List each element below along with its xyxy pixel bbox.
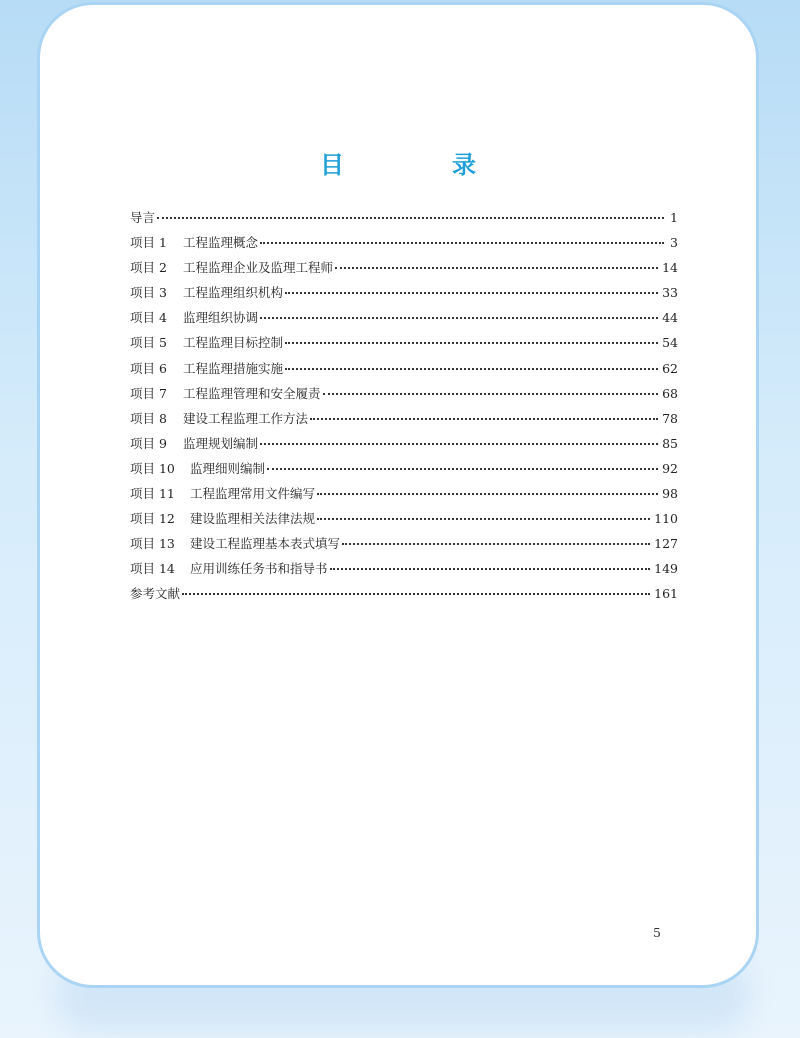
- toc-entry-label: 工程监理措施实施: [183, 360, 284, 376]
- toc-entry-project-9[interactable]: [130, 431, 678, 456]
- toc-entry-number: 项目 13: [130, 536, 175, 552]
- toc-entry-project-11[interactable]: [130, 481, 678, 506]
- toc-entry-label: 工程监理常用文件编写: [190, 486, 316, 502]
- dot-leader: [267, 468, 658, 470]
- toc-entry-number: 项目 12: [130, 511, 175, 527]
- toc-entry-references[interactable]: [130, 581, 678, 606]
- toc-entry-page: 149: [654, 561, 678, 577]
- toc-entry-label: 建设监理相关法律法规: [190, 511, 316, 527]
- toc-entry-page: 44: [662, 310, 678, 326]
- toc-entry-number: 项目 9: [130, 435, 167, 451]
- toc-entry-page: 78: [662, 410, 678, 426]
- toc-entry-label: 建设工程监理基本表式填写: [190, 536, 341, 552]
- toc-entry-label: 应用训练任务书和指导书: [190, 561, 328, 577]
- dot-leader: [342, 543, 650, 545]
- toc-entry-number: 项目 1: [130, 235, 167, 251]
- toc-entry-project-5[interactable]: [130, 330, 678, 355]
- table-of-contents: [130, 205, 678, 607]
- toc-entry-page: 92: [662, 460, 678, 476]
- toc-entry-page: 62: [662, 360, 678, 376]
- toc-entry-number: 项目 5: [130, 335, 167, 351]
- page-card: [37, 2, 759, 988]
- toc-entry-project-12[interactable]: [130, 506, 678, 531]
- toc-entry-project-6[interactable]: [130, 356, 678, 381]
- toc-entry-page: 54: [662, 335, 678, 351]
- toc-entry-number: 项目 10: [130, 460, 175, 476]
- dot-leader: [285, 342, 658, 344]
- toc-entry-project-3[interactable]: [130, 280, 678, 305]
- dot-leader: [260, 242, 664, 244]
- dot-leader: [260, 443, 658, 445]
- dot-leader: [317, 493, 658, 495]
- toc-entry-number: 项目 3: [130, 285, 167, 301]
- dot-leader: [285, 368, 658, 370]
- toc-entry-project-10[interactable]: [130, 456, 678, 481]
- toc-entry-number: 项目 8: [130, 410, 167, 426]
- toc-entry-page: 68: [662, 385, 678, 401]
- toc-entry-label: 工程监理组织机构: [183, 285, 284, 301]
- dot-leader: [182, 593, 650, 595]
- toc-entry-label: 监理细则编制: [190, 460, 266, 476]
- toc-entry-label: 工程监理管理和安全履责: [183, 385, 321, 401]
- dot-leader: [330, 568, 651, 570]
- dot-leader: [317, 518, 650, 520]
- toc-entry-page: 1: [670, 210, 678, 225]
- toc-entry-label: 监理规划编制: [183, 435, 259, 451]
- toc-entry-project-8[interactable]: [130, 406, 678, 431]
- toc-entry-number: 项目 2: [130, 260, 167, 276]
- toc-entry-project-13[interactable]: [130, 531, 678, 556]
- toc-entry-label: 导言: [130, 210, 156, 225]
- dot-leader: [335, 267, 658, 269]
- toc-entry-project-14[interactable]: [130, 556, 678, 581]
- toc-entry-number: 项目 11: [130, 486, 175, 502]
- toc-entry-number: 项目 7: [130, 385, 167, 401]
- toc-entry-page: 127: [654, 536, 678, 552]
- toc-entry-label: 参考文献: [130, 586, 181, 602]
- page-title: 目 录: [320, 151, 518, 179]
- toc-entry-label: 工程监理企业及监理工程师: [183, 260, 334, 276]
- toc-entry-project-4[interactable]: [130, 305, 678, 330]
- page-number: 5: [653, 925, 661, 940]
- dot-leader: [260, 317, 658, 319]
- toc-entry-page: 98: [662, 486, 678, 502]
- toc-entry-number: 项目 4: [130, 310, 167, 326]
- toc-entry-project-1[interactable]: [130, 230, 678, 255]
- toc-entry-page: 33: [662, 285, 678, 301]
- toc-entry-number: 项目 14: [130, 561, 175, 577]
- dot-leader: [310, 418, 658, 420]
- dot-leader: [323, 393, 659, 395]
- toc-entry-page: 161: [654, 586, 678, 602]
- toc-entry-page: 14: [662, 260, 678, 276]
- toc-entry-project-7[interactable]: [130, 381, 678, 406]
- toc-entry-page: 85: [662, 435, 678, 451]
- dot-leader: [157, 217, 664, 219]
- toc-entry-label: 建设工程监理工作方法: [183, 410, 309, 426]
- toc-entry-label: 工程监理目标控制: [183, 335, 284, 351]
- toc-entry-project-2[interactable]: [130, 255, 678, 280]
- toc-entry-label: 监理组织协调: [183, 310, 259, 326]
- toc-entry-page: 110: [654, 511, 678, 527]
- toc-entry-intro[interactable]: [130, 205, 678, 230]
- toc-entry-page: 3: [670, 235, 678, 251]
- dot-leader: [285, 292, 658, 294]
- toc-entry-number: 项目 6: [130, 360, 167, 376]
- toc-entry-label: 工程监理概念: [183, 235, 259, 251]
